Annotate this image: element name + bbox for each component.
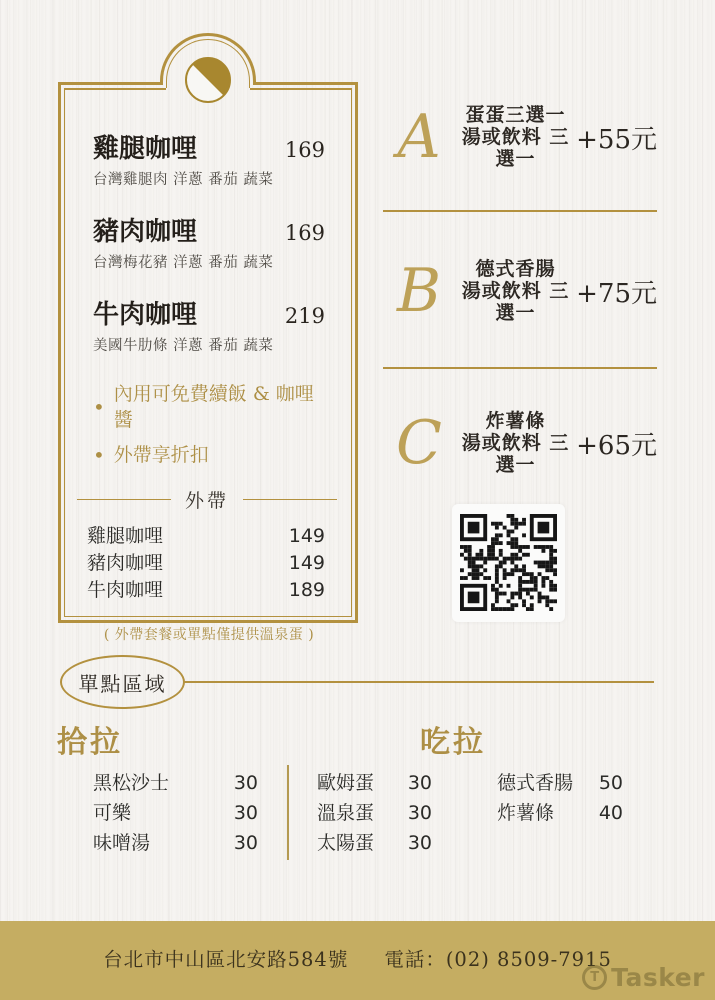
singles-section-title: 單點區域 [78,671,167,696]
dish-head [93,215,325,249]
single-item-price: 30 [233,832,258,854]
single-item-name: 黑松沙士 [93,772,170,794]
dish-item [93,298,325,356]
combo-line2: 湯或飲料 三選一 [461,280,570,324]
address-text: 台北市中山區北安路584號 [103,948,349,971]
single-item-row [93,773,258,794]
takeout-divider [77,486,337,513]
single-item-row [317,803,432,824]
combo-description [455,104,576,170]
dish-item [93,132,325,190]
single-item-price: 30 [233,772,258,794]
divider-line [77,499,171,501]
single-item-price: 30 [407,772,432,794]
single-item-price: 30 [407,802,432,824]
combo-description [455,410,576,476]
combo-line2: 湯或飲料 三選一 [461,432,570,476]
combo-divider [383,210,657,212]
footer-band [0,921,715,1000]
takeout-list [87,525,325,602]
takeout-title: 外帶 [185,490,230,512]
dish-name: 豬肉咖哩 [93,217,198,247]
takeout-row [87,579,325,602]
perk-list [93,381,325,468]
takeout-row [87,552,325,575]
single-item-name: 炸薯條 [497,802,555,824]
combo-line2: 湯或飲料 三選一 [461,126,570,170]
singles-section-badge [60,655,185,709]
single-item-row [93,803,258,824]
combo-line1: 蛋蛋三選一 [465,104,566,126]
single-item-row [93,833,258,854]
singles-column-eggs [317,773,432,854]
takeout-item-price: 149 [288,525,325,547]
combo-option-c [383,402,657,484]
dish-name: 雞腿咖哩 [93,134,198,164]
takeout-row [87,525,325,548]
tasker-badge-icon: T [582,965,607,990]
combo-line1: 德式香腸 [475,258,556,280]
single-item-row [317,773,432,794]
single-item-row [497,773,623,794]
singles-column-divider [287,765,289,860]
curry-menu-card [58,82,358,643]
takeout-item-name: 雞腿咖哩 [87,525,164,547]
single-item-price: 30 [233,802,258,824]
dish-price: 219 [284,304,325,328]
dish-item [93,215,325,273]
dish-name: 牛肉咖哩 [93,300,198,330]
frame-top-segment [58,82,160,85]
single-item-price: 40 [598,802,623,824]
combo-price: +65元 [576,430,657,461]
qr-code [452,504,565,622]
singles-column-drinks [93,773,258,854]
takeout-item-name: 豬肉咖哩 [87,552,164,574]
single-item-name: 歐姆蛋 [317,772,375,794]
singles-section-rule [184,681,654,683]
dish-description: 台灣梅花豬 洋蔥 番茄 蔬菜 [93,255,274,271]
combo-price: +55元 [576,124,657,155]
combo-description [455,258,576,324]
combo-letter: B [396,256,442,326]
tasker-watermark [582,963,705,992]
single-item-price: 50 [598,772,623,794]
dish-description: 台灣雞腿肉 洋蔥 番茄 蔬菜 [93,172,274,188]
phone-text: 電話：(02) 8509-7915 [384,948,612,971]
combo-price: +75元 [576,278,657,309]
frame-top-segment [253,82,358,85]
dish-head [93,132,325,166]
single-item-name: 可樂 [93,802,132,824]
combo-option-b [383,250,657,332]
singles-group2-title: 吃拉 [420,725,486,760]
takeout-item-name: 牛肉咖哩 [87,579,164,601]
single-item-row [497,803,623,824]
frame-top-inner-segment [64,88,166,90]
tasker-watermark-text: Tasker [611,963,705,992]
perk-item: • 內用可免費續飯 & 咖哩醬 [93,381,325,433]
divider-line [243,499,337,501]
single-item-row [317,833,432,854]
perk-item: • 外帶享折扣 [93,442,325,468]
frame-top-inner-segment [250,88,352,90]
card-content [87,132,325,644]
singles-group1-title: 拾拉 [57,725,123,760]
single-item-name: 太陽蛋 [317,832,375,854]
single-item-name: 德式香腸 [497,772,574,794]
takeout-item-price: 189 [288,579,325,601]
dish-description: 美國牛肋條 洋蔥 番茄 蔬菜 [93,338,274,354]
dish-price: 169 [284,221,325,245]
combo-option-a [383,96,657,178]
brand-logo-icon [185,57,231,103]
takeout-note: ( 外帶套餐或單點僅提供溫泉蛋 ) [103,627,315,643]
combo-letter: A [397,102,441,172]
single-item-price: 30 [407,832,432,854]
single-item-name: 味噌湯 [93,832,151,854]
single-item-name: 溫泉蛋 [317,802,375,824]
dish-price: 169 [284,138,325,162]
combo-letter: C [396,408,442,478]
dish-head [93,298,325,332]
takeout-item-price: 149 [288,552,325,574]
combo-line1: 炸薯條 [485,410,546,432]
combo-divider [383,367,657,369]
singles-column-sides [497,773,623,824]
